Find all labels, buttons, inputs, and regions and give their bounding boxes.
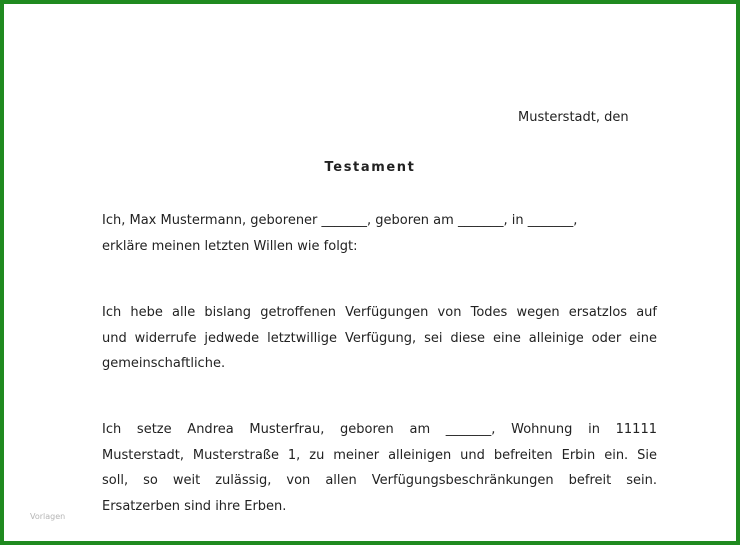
place-date-line: Musterstadt, den — [518, 110, 629, 125]
paragraph-line: soll, so weit zulässig, von allen Verfügungsbeschränkungen befreit sein. — [102, 473, 657, 488]
paragraph-line: und widerrufe jedwede letztwillige Verfügung, sei diese eine alleinige oder eine — [102, 330, 657, 346]
paragraph-line: Ich hebe alle bislang getroffenen Verfügungen von Todes wegen ersatzlos auf — [102, 305, 657, 320]
paragraph-line: Ich setze Andrea Musterfrau, geboren am _______, Wohnung in 11111 — [102, 422, 657, 437]
paragraph-line: gemeinschaftliche. — [102, 356, 226, 371]
paragraph-line: Musterstadt, Musterstraße 1, zu meiner alleinigen und befreiten Erbin ein. Sie — [102, 447, 657, 463]
paragraph-declaration — [102, 208, 657, 259]
paragraph-revocation — [102, 300, 657, 377]
paragraph-heir — [102, 417, 657, 519]
watermark-text: Vorlagen — [30, 512, 66, 521]
paragraph-line: Ich, Max Mustermann, geborener _______, geboren am _______, in _______, — [102, 213, 578, 228]
paragraph-line: erkläre meinen letzten Willen wie folgt: — [102, 238, 358, 254]
paragraph-line: Ersatzerben sind ihre Erben. — [102, 498, 287, 514]
document-title: Testament — [324, 160, 416, 175]
